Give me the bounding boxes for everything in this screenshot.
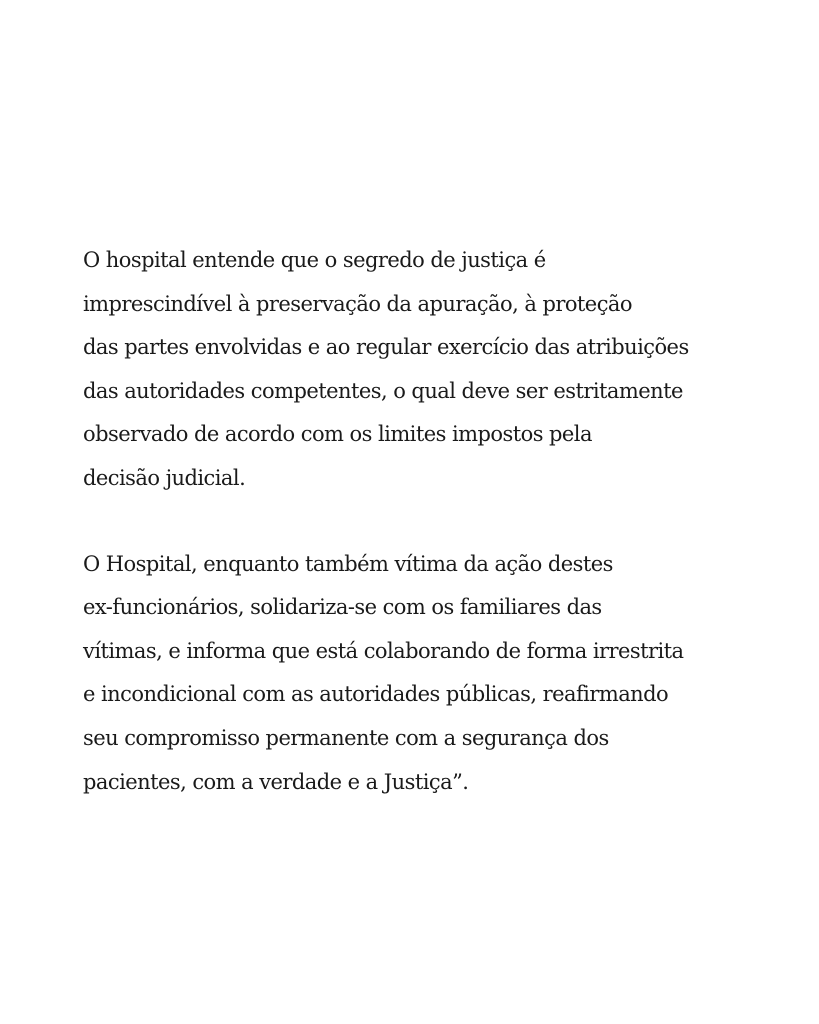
text-line: vítimas, e informa que está colaborando de forma irrestrita <box>83 638 684 663</box>
paragraph-2 <box>83 543 783 805</box>
paragraph-1 <box>83 239 783 501</box>
paragraph-spacer <box>83 501 783 543</box>
text-line: observado de acordo com os limites impostos pela <box>83 422 592 447</box>
text-line: decisão judicial. <box>83 465 246 490</box>
statement-text <box>83 239 783 804</box>
text-line: e incondicional com as autoridades públicas, reafirmando <box>83 682 669 707</box>
text-line: ex-funcionários, solidariza-se com os familiares das <box>83 595 602 620</box>
text-line: seu compromisso permanente com a segurança dos <box>83 725 609 750</box>
text-line: das autoridades competentes, o qual deve ser estritamente <box>83 378 683 403</box>
text-line: pacientes, com a verdade e a Justiça”. <box>83 769 469 794</box>
text-line: das partes envolvidas e ao regular exercício das atribuições <box>83 335 689 360</box>
text-line: O hospital entende que o segredo de justiça é <box>83 248 546 272</box>
text-line: imprescindível à preservação da apuração, à proteção <box>83 291 632 316</box>
text-line: O Hospital, enquanto também vítima da ação destes <box>83 551 613 576</box>
